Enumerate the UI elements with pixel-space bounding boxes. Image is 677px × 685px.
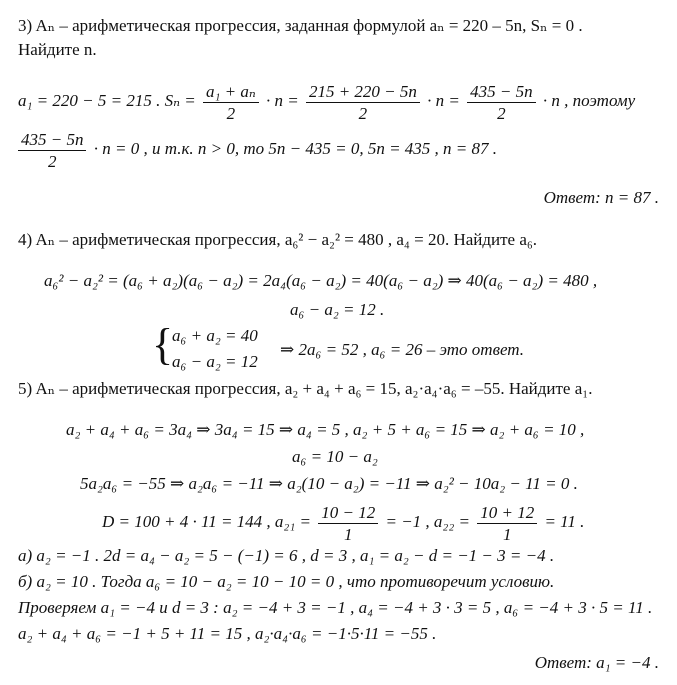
fraction-denominator: 2 — [497, 103, 506, 123]
fraction-numerator: 215 + 220 − 5n — [306, 82, 420, 103]
problem3-calc1-part-b: · n = — [265, 91, 299, 110]
problem5-answer: Ответ: a₁ = −4 . — [534, 653, 659, 672]
fraction-denominator: 2 — [358, 103, 368, 123]
problem3-calc2 — [18, 128, 497, 171]
problem4-system-eq2: a₆ − a₂ = 12 — [172, 352, 258, 371]
fraction-numerator: 435 − 5n — [467, 82, 535, 103]
problem3-calc1-part-d: · n , поэтому — [542, 91, 636, 110]
problem4-system-eq1: a₆ + a₂ = 40 — [172, 326, 258, 345]
fraction-numerator: 10 + 12 — [477, 503, 537, 524]
problem5-case-a: а) a₂ = −1 . 2d = a₄ − a₂ = 5 − (−1) = 6 , d = 3 , a₁ = a₂ − d = −1 − 3 = −4 . — [18, 546, 555, 565]
problem3-calc1 — [18, 80, 635, 123]
problem4-calc1: a₆² − a₂² = (a₆ + a₂)(a₆ − a₂) = 2a₄(a₆ − a₂) = 40(a₆ − a₂) ⇒ 40(a₆ − a₂) = 480 , — [44, 271, 598, 290]
problem5-calc3: 5a₂a₆ = −55 ⇒ a₂a₆ = −11 ⇒ a₂(10 − a₂) = −11 ⇒ a₂² − 10a₂ − 11 = 0 . — [80, 474, 578, 493]
problem3-statement-line2: Найдите n. — [18, 40, 97, 59]
problem5-check1: Проверяем a₁ = −4 и d = 3 : a₂ = −4 + 3 = −1 , a₄ = −4 + 3 · 3 = 5 , a₆ = −4 + 3 · 5 = 11 . — [18, 598, 653, 617]
problem3-fraction-3 — [467, 82, 535, 123]
fraction-numerator: 10 − 12 — [318, 503, 378, 524]
problem5-case-b: б) a₂ = 10 . Тогда a₆ = 10 − a₂ = 10 − 10 = 0 , что противоречит условию. — [18, 572, 555, 591]
problem5-calc2: a₆ = 10 − a₂ — [292, 447, 378, 466]
problem5-fraction-1 — [318, 503, 378, 544]
problem5-check2: a₂ + a₄ + a₆ = −1 + 5 + 11 = 15 , a₂·a₄·a₆ = −1·5·11 = −55 . — [18, 624, 437, 643]
problem5-statement: 5) Aₙ – арифметическая прогрессия, a₂ + a₄ + a₆ = 15, a₂·a₄·a₆ = –55. Найдите a₁. — [18, 379, 593, 398]
fraction-denominator: 2 — [47, 151, 57, 171]
fraction-denominator: 1 — [502, 524, 512, 544]
problem3-fraction-2 — [306, 82, 420, 123]
fraction-numerator: 435 − 5n — [18, 130, 86, 151]
problem5-calc4-part-c: = 11 . — [544, 512, 585, 531]
fraction-denominator: 2 — [226, 103, 236, 123]
problem3-answer: Ответ: n = 87 . — [543, 188, 659, 207]
problem5-fraction-2 — [477, 503, 537, 544]
problem3-calc2-text: · n = 0 , и т.к. n > 0, то 5n − 435 = 0, 5n = 435 , n = 87 . — [93, 139, 498, 158]
problem3-statement-line1: 3) Aₙ – арифметическая прогрессия, заданная формулой aₙ = 220 – 5n, Sₙ = 0 . — [18, 16, 583, 35]
problem5-calc1: a₂ + a₄ + a₆ = 3a₄ ⇒ 3a₄ = 15 ⇒ a₄ = 5 , a₂ + 5 + a₆ = 15 ⇒ a₂ + a₆ = 10 , — [66, 420, 585, 439]
fraction-numerator: a₁ + aₙ — [203, 82, 259, 103]
problem4-statement: 4) Aₙ – арифметическая прогрессия, a₆² − a₂² = 480 , a₄ = 20. Найдите a₆. — [18, 230, 538, 249]
problem3-fraction-1 — [203, 82, 259, 123]
problem5-calc4 — [102, 501, 584, 544]
problem3-calc1-part-c: · n = — [427, 91, 460, 110]
problem5-calc4-part-b: = −1 , a₂₂ = — [385, 512, 470, 531]
problem4-system-result: ⇒ 2a₆ = 52 , a₆ = 26 – это ответ. — [280, 340, 525, 359]
problem5-calc4-part-a: D = 100 + 4 · 11 = 144 , a₂₁ = — [102, 512, 311, 531]
problem3-fraction-4 — [18, 130, 86, 171]
system-brace: { — [152, 320, 174, 369]
fraction-denominator: 1 — [343, 524, 353, 544]
problem3-calc1-part-a: a₁ = 220 − 5 = 215 . Sₙ = — [18, 91, 196, 110]
problem4-calc2: a₆ − a₂ = 12 . — [290, 300, 385, 319]
